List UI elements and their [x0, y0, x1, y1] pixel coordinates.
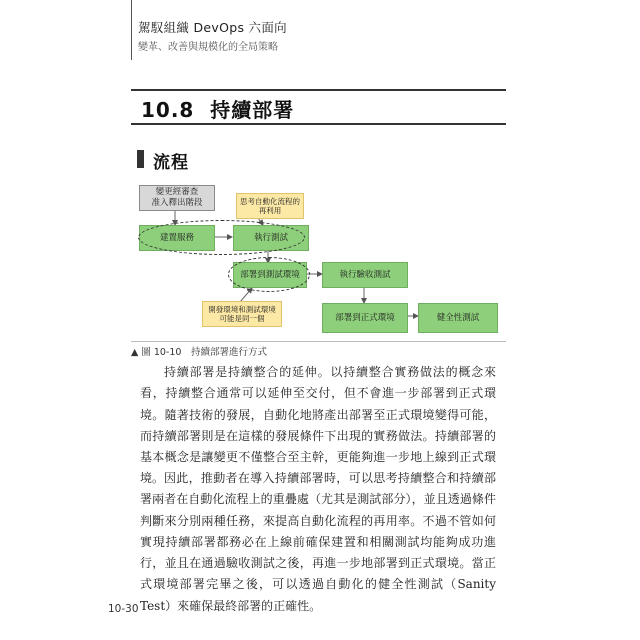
- box-deploy-prod: 部署到正式環境: [322, 303, 408, 333]
- section-heading: [141, 94, 294, 123]
- box-sanity-test: 健全性測試: [418, 303, 498, 333]
- subsection-marker: [137, 150, 144, 168]
- caption-rule: [131, 341, 506, 342]
- subsection-title: 流程: [153, 153, 189, 173]
- box-deploy-test-env: 部署到測試環境: [233, 262, 307, 288]
- ellipse-ci-overlap: [138, 220, 305, 255]
- section-title: 持續部署: [210, 98, 295, 122]
- section-rule-top: [131, 89, 506, 91]
- book-subtitle: 變革、改善與規模化的全局策略: [138, 42, 278, 53]
- page-number: 10-30: [108, 603, 139, 615]
- box-change-review: 變更經審查 准入釋出階段: [139, 185, 215, 211]
- section-number: 10.8: [141, 98, 195, 122]
- book-title: 駕馭組織 DevOps 六面向: [138, 20, 287, 35]
- section-rule-bottom: [131, 123, 506, 125]
- figure-caption: ▲ 圖 10-10 持續部署進行方式: [131, 347, 267, 358]
- note-env-same: 開發環境和測試環境 可能是同一個: [202, 301, 282, 327]
- header-rule: [131, 0, 132, 60]
- paragraph-2: 因此，推動者在導入持續部署時，可以思考持續整合和持續部署兩者在自動化流程上的重疊處（尤其是測試部分），並且透過條件判斷來分別兩種任務，來提高自動化流程的再用率。不過不管如何實現持續部署都務必在上線前確保建置和相關測試均能夠成功進行，並且在通過驗收測試之後，再進一步地部署到正式環境。當正式環境部署完畢之後，可以透過自動化的健全性測試（Sanity Test）來確保最終部署的正確性。: [140, 471, 496, 613]
- note-automation-reuse: 思考自動化流程的再利用: [236, 193, 304, 219]
- paragraph-1: 持續部署是持續整合的延伸。以持續整合實務做法的概念來看，持續整合通常可以延伸至交付，但不會進一步部署到正式環境。隨著技術的發展，自動化地將產出部署至正式環境變得可能，而持續部署則是在這樣的發展條件下出現的實務做法。持續部署的基本概念是讓變更不僅整合至主幹，更能夠進一步地上線到正式環境。: [140, 365, 496, 486]
- ellipse-deploy-test: [228, 257, 310, 292]
- box-run-tests: 執行測試: [233, 225, 309, 251]
- box-run-acceptance: 執行驗收測試: [322, 262, 408, 288]
- box-build-service: 建置服務: [139, 225, 215, 251]
